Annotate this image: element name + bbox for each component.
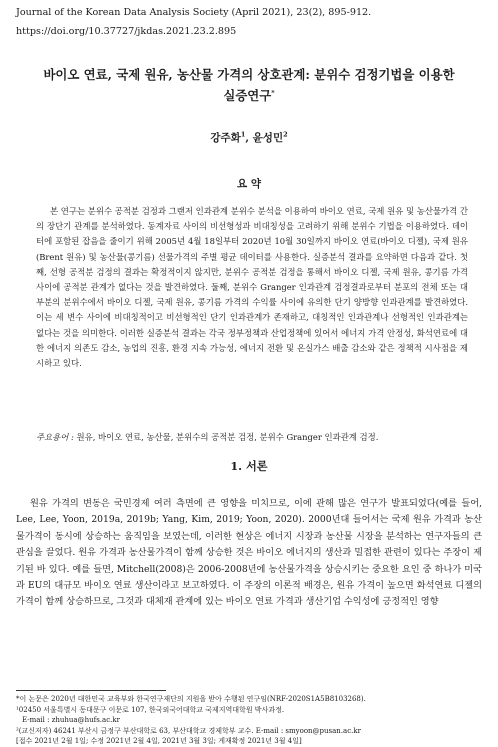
doi-line: https://doi.org/10.37727/jkdas.2021.23.2.895	[16, 26, 237, 37]
paper-title	[20, 64, 478, 106]
footnote-author-2: ²(교신저자) 46241 부산시 금정구 부산대학로 63, 부산대학교 경제학부 교수. E-mail : smyoon@pusan.ac.kr	[16, 726, 361, 735]
footnote-funding: *이 논문은 2020년 대한민국 교육부와 한국연구재단의 지원을 받아 수행된 연구임(NRF-2020S1A5B8103268).	[16, 695, 366, 703]
footnote-divider	[16, 690, 166, 691]
section-body: 원유 가격의 변동은 국민경제 여러 측면에 큰 영향을 미치므로, 이에 관해 많은 연구가 발표되었다(예를 들어, Lee, Lee, Yoon, 2019a, 2019b; Yang, Kim, 2019; Yoon, 2020). 2000년대 들어서는 국제 원유 가격과 농산물가격이 동시에 상승하는 움직임을 보였는데, 이러한 현상은 에너지 시장과 농산물 시장을 분석하는 연구자들의 큰 관심을 끌었다. 원유 가격과 농산물가격이 함께 상승한 것은 바이오 에너지의 생산과 밀접한 관련이 있다는 주장이 제기된 바 있다. 예를 들면, Mitchell(2008)은 2006-2008년에 농산물가격을 상승시키는 중요한 요인 중 하나가 미국과 EU의 대규모 바이오 연료 생산이라고 보고하였다. 이 주장의 이론적 배경은, 원유 가격이 높으면 화석연료 디젤의 가격이 함께 상승하므로, 그것과 대체재 관계에 있는 바이오 연료 가격과 생산기업 수익성에 긍정적인 영향	[16, 498, 482, 608]
footnote-author-1-email: E-mail : zhuhua@hufs.ac.kr	[22, 716, 120, 724]
keywords	[36, 430, 468, 444]
footnote-author-1: ¹02450 서울특별시 동대문구 이문로 107, 한국외국어대학교 국제지역대학원 박사과정.	[16, 705, 285, 714]
title-line-2: 실증연구	[223, 88, 272, 103]
keywords-label: 주요용어 :	[36, 432, 74, 442]
journal-citation: Journal of the Korean Data Analysis Society (April 2021), 23(2), 895-912.	[16, 7, 372, 18]
author-2-affiliation: 2	[283, 130, 288, 139]
title-footnote-mark: *	[271, 88, 275, 97]
author-1-affiliation: 1	[240, 130, 246, 139]
author-2: 윤성민	[252, 132, 284, 144]
author-1: 강주화	[210, 132, 241, 144]
abstract-heading: 요 약	[237, 178, 261, 190]
footnote-dates: [접수 2021년 2월 1일; 수정 2021년 2월 4일, 2021년 3월 3일; 게재확정 2021년 3월 4일]	[16, 737, 302, 745]
author-list	[20, 130, 478, 145]
keywords-text: 원유, 바이오 연료, 농산물, 분위수의 공적분 검정, 분위수 Granger 인과관계 검정.	[73, 432, 379, 442]
title-line-1: 바이오 연료, 국제 원유, 농산물 가격의 상호관계: 분위수 검정기법을 이용한	[43, 67, 455, 82]
footnotes	[16, 694, 482, 747]
section-title: 1. 서론	[230, 459, 268, 473]
author-separator: ,	[245, 132, 253, 144]
abstract-body: 본 연구는 분위수 공적분 검정과 그랜저 인과관계 분위수 분석을 이용하여 바이오 연료, 국제 원유 및 농산물가격 간의 장단기 관계를 분석하였다. 동계자료 사이의 비선형성과 비대칭성을 고려하기 위해 분위수 기법을 이용하였다. 데이터에 포함된 잡음을 줄이기 위해 2005년 4월 18일부터 2020년 10월 30일까지 바이오 연료(바이오 디젤), 국제 원유(Brent 원유) 및 농산물(콩기름) 선물가격의 주별 평균 데이터를 사용한다. 실증분석 결과를 요약하면 다음과 같다. 첫째, 선형 공적분 검정의 결과는 확정적이지 않지만, 분위수 공적분 검정을 통해서 바이오 디젤, 국제 원유, 콩기름 가격 사이에 공적분 관계가 없다는 것을 발견하였다. 둘째, 분위수 Granger 인과관계 검정결과로부터 분포의 전체 또는 대부분의 분위수에서 바이오 디젤, 국제 원유, 콩기름 가격의 수익률 사이에 유의한 단기 양방향 인과관계를 발견하였다. 이는 세 변수 사이에 비대칭적이고 비선형적인 단기 인과관계가 존재하고, 대칭적인 인과관계나 선형적인 인과관계는 없다는 것을 의미한다. 이러한 실증분석 결과는 각국 정부정책과 산업정책에 있어서 에너지 가격 안정성, 화석연료에 대한 에너지 의존도 감소, 농업의 진흥, 환경 지속 가능성, 에너지 전환 및 온실가스 배출 감소와 같은 정책적 시사점을 제시하고 있다.	[36, 206, 468, 369]
